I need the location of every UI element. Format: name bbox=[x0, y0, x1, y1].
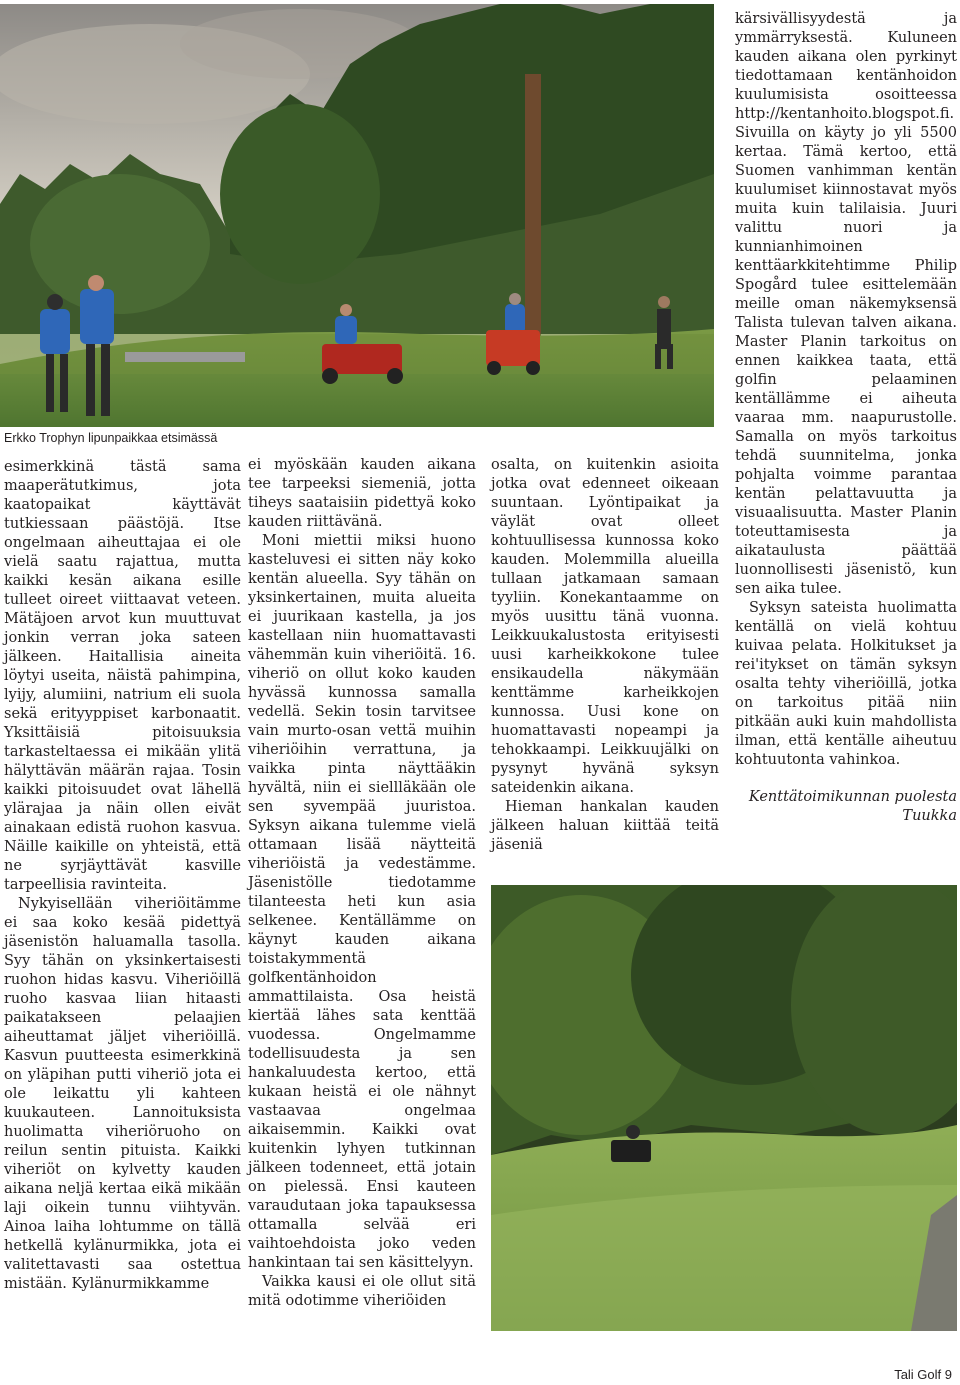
paragraph: Hieman hankalan kauden jälkeen haluan kiittää teitä jäseniä bbox=[491, 799, 719, 853]
article-column-2 bbox=[248, 456, 476, 1311]
paragraph: Moni miettii miksi huono kasteluvesi ei sitten näy koko kentän alueella. Syy tähän on yksinkertainen, muita alueita ei juurikaan kastella, ja jos kastellaan niin huomattavasti vähemmän kuin viheriöitä. 16. viheriö on ollut koko kauden hyvässä kunnossa samalla vedellä. Sekin tosin tarvitsee vain murto-osan vettä muihin viheriöihin verrattuna, ja vaikka pinta näyttääkin hyvältä, niin ei siellläkään ole sen syvempää juuristoa. Syksyn aikana tulemme vielä ottamaan lisää näytteitä viheriöistä ja vedestämme. Jäsenistölle tiedotamme tilanteesta heti kun asia selkenee. Kentällämme on käynyt kauden aikana toistakymmentä golfkentänhoidon ammattilaista. Osa heistä kiertää lähes sata kenttää vuodessa. Ongelmamme todellisuudesta ja sen hankaluudesta kertoo, että kukaan heistä ei ole nähnyt vastaavaa ongelmaa aikaisemmin. Kaikki ovat kuitenkin lyhyen tutkinnan jälkeen todenneet, että jotain on pielessä. Ensi kauteen varaudutaan joka tapauksessa ottamalla selvää eri vaihtoehdoista joko veden hankintaan tai sen käsittelyyn. bbox=[248, 533, 476, 1271]
article-column-1 bbox=[4, 458, 241, 1294]
article-column-3 bbox=[491, 456, 719, 855]
paragraph: osalta, on kuitenkin asioita jotka ovat edenneet oikeaan suuntaan. Lyöntipaikat ja väylät ovat olleet kohtuullisessa kunnossa koko kauden. Molemmilla alueilla tullaan jatkamaan samaan tyyliin. Konekantaamme on myös uusittu tänä vuonna. Leikkuukalustosta erityisesti uusi karheikkokone tulee ensikaudella näkymään kenttämme karheikkojen kunnossa. Uusi kone on huomattavasti nopeampi ja tehokkaampi. Leikkuujälki on pysynyt hyvänä syksyn sateidenkin aikana. bbox=[491, 457, 719, 796]
greenkeeping-crew-photo bbox=[0, 4, 714, 427]
paragraph: Vaikka kausi ei ole ollut sitä mitä odotimme viheriöiden bbox=[248, 1274, 476, 1309]
page-footer: Tali Golf 9 bbox=[894, 1367, 952, 1382]
paragraph: Syksyn sateista huolimatta kentällä on vielä kohtuu kuivaa pelata. Holkitukset ja rei'itykset on tämän syksyn osalta tehty viheriöillä, jotka on tarkoitus pitää niin pitkään auki kuin mahdollista ilman, että kentälle aiheutuu kohtuutonta vahinkoa. bbox=[735, 600, 957, 768]
fairway-mowing-illustration bbox=[491, 885, 957, 1331]
paragraph: Nykyisellään viheriöitämme ei saa koko kesää pidettyä jäsenistön haluamalla tasolla. Syy tähän on yksinkertaisesti ruohon hidas kasvu. Viheriöillä ruoho kasvaa liian hitaasti paikatakseen pelaajien aiheuttamat jäljet viheriöillä. Kasvun puutteesta esimerkkinä on yläpihan putti viheriö jota ei ole leikattu yli kahteen kuukauteen. Lannoituksista huolimatta viheriöruoho on reilun sentin pituista. Kaikki viheriöt on kylvetty kauden aikana neljä kertaa eikä mikään laji oikein tunnu viihtyvän. Ainoa laiha lohtumme on tällä hetkellä kylänurmikka, jota ei valitettavasti saa ostettua mistään. Kylänurmikkamme bbox=[4, 896, 241, 1292]
paragraph: kärsivällisyydestä ja ymmärryksestä. Kuluneen kauden aikana olen pyrkinyt tiedottamaan kentänhoidon kuulumisista osoitteessa http://kentanhoito.blogspot.fi. Sivuilla on käyty jo yli 5500 kertaa. Tämä kertoo, että Suomen vanhimman kentän kuulumiset kiinnostavat myös muita kuin talilaisia. Juuri valittu nuori ja kunnianhimoinen kenttäarkkitehtimme Philip Spogård tulee esittelemään meille oman näkemyksensä Talista tulevan talven aikana. Master Planin tarkoitus on ennen kaikkea taata, että golfin pelaaminen kentällämme ei aiheuta vaaraa mm. naapurustolle. Samalla on myös tarkoitus tehdä suunnitelma, jonka pohjalta voimme parantaa kentän pelattavuutta ja visuaalisuutta. Master Planin toteuttamisesta ja aikataulusta päättää luonnollisesti jäsenistö, kun sen aika tulee. bbox=[735, 11, 957, 597]
greenkeeping-crew-illustration bbox=[0, 4, 714, 427]
paragraph: esimerkkinä tästä sama maaperätutkimus, jota kaatopaikat käyttävät tutkiessaan päästöjä. Itse ongelmaan aiheuttajaa ei ole vielä saatu rajattua, mutta kaikki kesän aikana esille tulleet oireet viittaavat veteen. Mätäjoen arvot kun muuttuvat jonkin verran joka sateen jälkeen. Haitallisia aineita löytyi useita, näistä pahimpina, lyijy, alumiini, natrium eli suola sekä erityyppiset karbonaatit. Yksittäisiä pitoisuuksia tarkasteltaessa ei mikään ylitä hälyttävän määrän rajaa. Tosin kaikki pitoisuudet ovat lähellä ylärajaa ja näin ollen eivät ainakaan edistä ruohon kasvua. Näille kaikille on yhteistä, että ne syrjäyttävät kasville tarpeellisia ravinteita. bbox=[4, 459, 241, 893]
article-column-4 bbox=[735, 10, 957, 826]
fairway-mowing-photo bbox=[491, 885, 957, 1331]
paragraph: ei myöskään kauden aikana tee tarpeeksi siemeniä, jotta tiheys saataisiin pidettyä koko kauden riittävänä. bbox=[248, 457, 476, 530]
signature-line: Kenttätoimikunnan puolesta bbox=[748, 789, 957, 805]
photo-caption: Erkko Trophyn lipunpaikkaa etsimässä bbox=[4, 431, 218, 445]
signature-name: Tuukka bbox=[902, 808, 957, 824]
